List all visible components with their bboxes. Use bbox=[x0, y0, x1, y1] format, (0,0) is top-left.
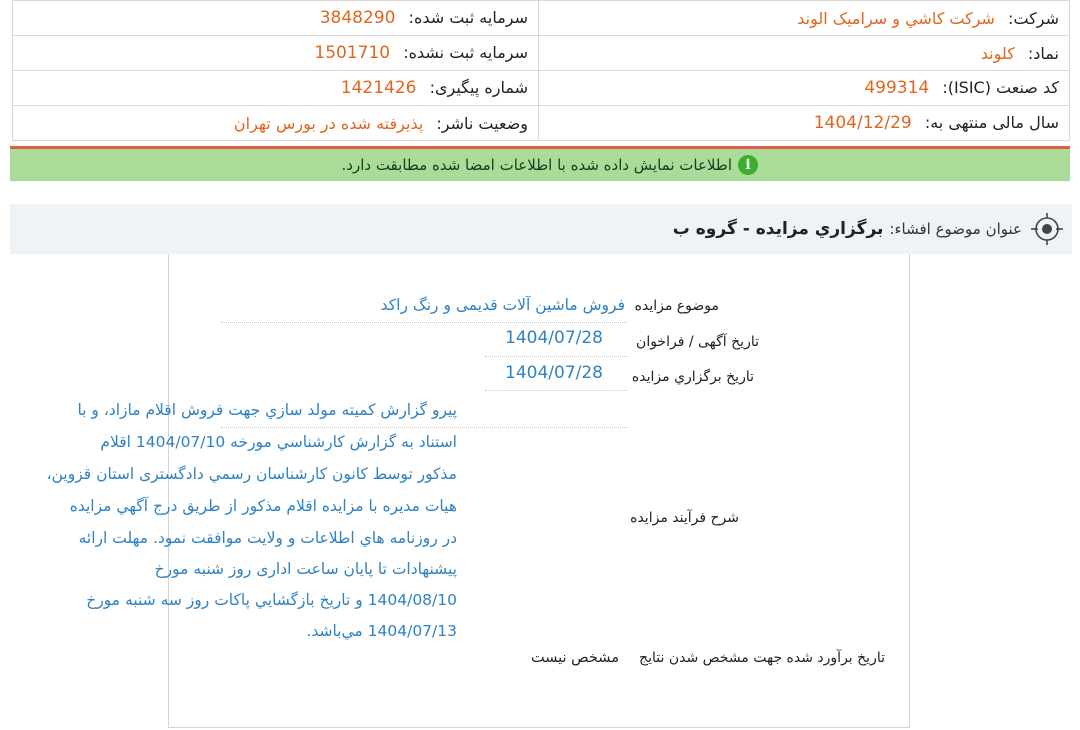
estimated-date-label: تاریخ برآورد شده جهت مشخص شدن نتايج bbox=[639, 650, 885, 666]
topic-value: فروش ماشین آلات قدیمی و رنگ راکد bbox=[380, 296, 625, 314]
unregistered-capital-label: سرمایه ثبت نشده: bbox=[403, 43, 528, 62]
estimated-date-value: مشخص نیست bbox=[530, 650, 619, 666]
subject-label: عنوان موضوع افشاء: bbox=[889, 220, 1022, 238]
publisher-status-cell bbox=[13, 106, 539, 141]
isic-value: 499314 bbox=[864, 78, 930, 98]
isic-label: کد صنعت (ISIC): bbox=[942, 78, 1059, 97]
topic-label: موضوع مزايده bbox=[634, 298, 719, 314]
fiscal-year-label: سال مالی منتهی به: bbox=[924, 113, 1059, 132]
auction-details-box bbox=[46, 254, 910, 728]
subject-title: برگزاري مزايده - گروه ب bbox=[672, 219, 884, 239]
announce-date-value: 1404/07/28 bbox=[505, 328, 603, 348]
registered-capital-cell bbox=[13, 1, 539, 36]
holding-separator bbox=[485, 390, 627, 391]
process-label: شرح فرآيند مزايده bbox=[630, 510, 739, 526]
process-line: در روزنامه هاي اطلاعات و ولايت موافقت نمود. مهلت ارائه bbox=[78, 529, 457, 547]
company-info-table bbox=[12, 0, 1070, 141]
announce-date-label: تاریخ آگهی / فراخوان bbox=[636, 334, 759, 350]
company-value: شرکت کاشي و سراميک الوند bbox=[797, 8, 995, 28]
subject-bar bbox=[10, 204, 1072, 254]
symbol-cell bbox=[539, 36, 1070, 71]
fiscal-year-cell bbox=[539, 106, 1070, 141]
tracking-cell bbox=[13, 71, 539, 106]
process-line: مذکور توسط کانون کارشناسان رسمي دادگستری استان قزوين، bbox=[46, 465, 457, 483]
isic-cell bbox=[539, 71, 1070, 106]
registered-capital-value: 3848290 bbox=[319, 8, 396, 28]
unregistered-capital-cell bbox=[13, 36, 539, 71]
symbol-value: کلوند bbox=[980, 43, 1015, 63]
process-line: پيشنهادات تا پايان ساعت اداری روز شنبه مورخ bbox=[154, 560, 457, 578]
process-line: پیرو گزارش کمیته مولد سازي جهت فروش اقلام مازاد، و با bbox=[77, 401, 457, 419]
info-icon: i bbox=[738, 155, 758, 175]
publisher-status-value: پذیرفته شده در بورس تهران bbox=[233, 113, 424, 133]
notice-text: اطلاعات نمایش داده شده با اطلاعات امضا شده مطابقت دارد. bbox=[341, 156, 732, 174]
process-first-line-separator bbox=[221, 427, 627, 428]
fiscal-year-value: 1404/12/29 bbox=[813, 113, 912, 133]
unregistered-capital-value: 1501710 bbox=[314, 43, 391, 63]
registered-capital-label: سرمایه ثبت شده: bbox=[408, 8, 528, 27]
holding-date-label: تاریخ برگزاري مزايده bbox=[631, 369, 754, 385]
process-line: 1404/07/13 مي‌باشد. bbox=[306, 622, 457, 640]
holding-date-value: 1404/07/28 bbox=[505, 363, 603, 383]
tracking-label: شماره پیگیری: bbox=[429, 78, 528, 97]
tracking-value: 1421426 bbox=[340, 78, 417, 98]
company-cell bbox=[539, 1, 1070, 36]
topic-separator bbox=[221, 322, 627, 323]
symbol-label: نماد: bbox=[1027, 43, 1059, 63]
process-line: استناد به گزارش کارشناسي مورخه 1404/07/10 اقلام bbox=[100, 433, 457, 451]
verification-notice bbox=[10, 149, 1070, 181]
process-line: 1404/08/10 و تاريخ بازگشايي پاکات روز سه شنبه مورخ bbox=[86, 591, 457, 609]
announce-separator bbox=[485, 356, 627, 357]
process-line: هيات مديره با مزايده اقلام مذکور از طريق درج آگهي مزايده bbox=[69, 497, 457, 515]
company-label: شرکت: bbox=[1008, 8, 1059, 28]
publisher-status-label: وضعیت ناشر: bbox=[436, 113, 528, 133]
target-icon bbox=[1030, 212, 1064, 246]
